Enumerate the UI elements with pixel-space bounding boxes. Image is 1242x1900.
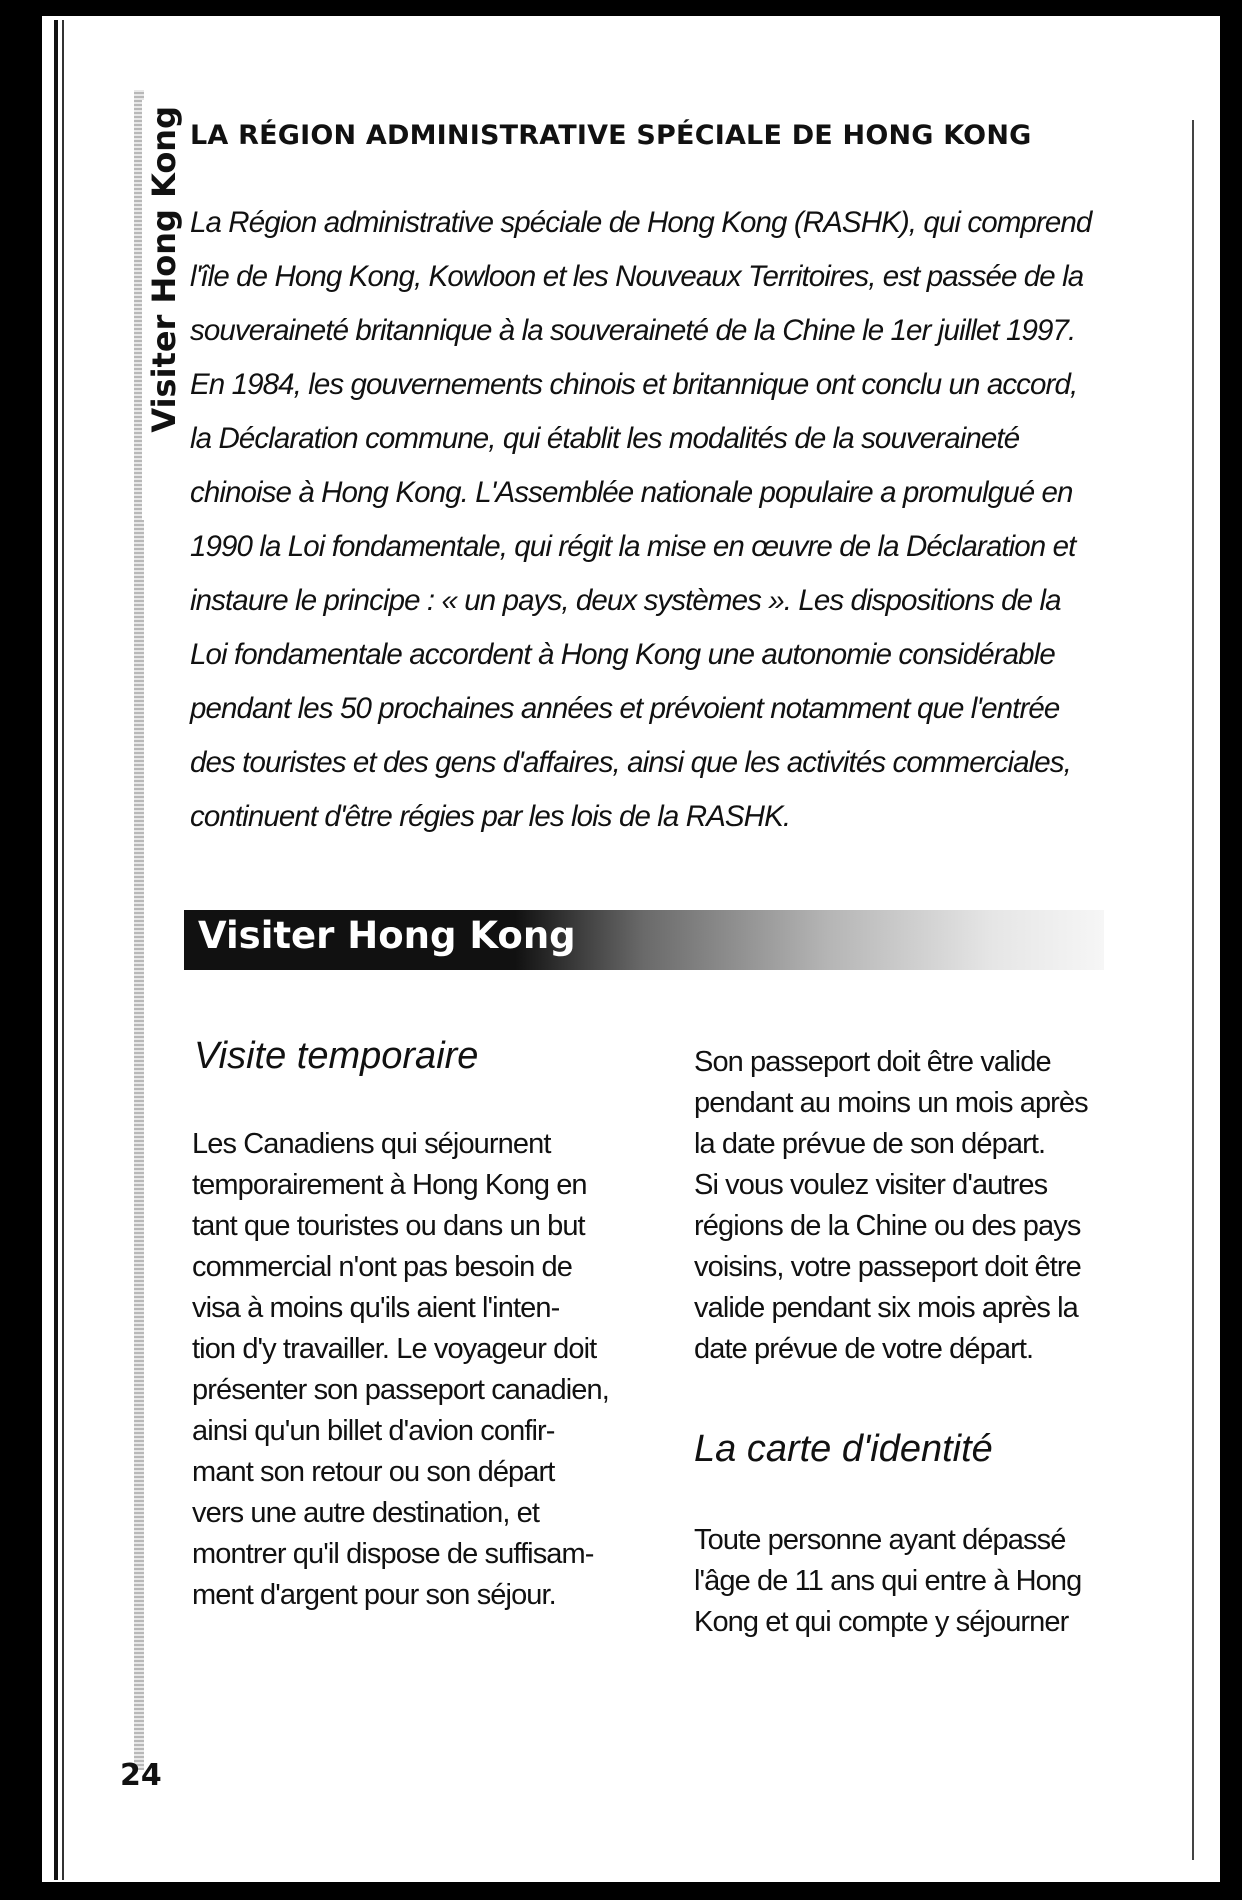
paragraph-line: tion d'y travailler. Le voyageur doit (192, 1333, 597, 1365)
side-tab-label: Visiter Hong Kong (142, 100, 186, 520)
banner-title: Visiter Hong Kong (198, 914, 576, 957)
intro-line: souveraineté britannique à la souveraineté de la Chine le 1er juillet 1997. (190, 314, 1076, 347)
intro-line: la Déclaration commune, qui établit les modalités de la souveraineté (190, 422, 1020, 455)
intro-line: instaure le principe : « un pays, deux systèmes ». Les dispositions de la (190, 584, 1061, 617)
section-banner (184, 910, 1104, 970)
paragraph-line: ment d'argent pour son séjour. (192, 1579, 556, 1611)
intro-line: des touristes et des gens d'affaires, ainsi que les activités commerciales, (190, 746, 1071, 779)
section-title: LA RÉGION ADMINISTRATIVE SPÉCIALE DE HONG KONG (190, 120, 1032, 151)
paragraph-line: Toute personne ayant dépassé (694, 1524, 1066, 1556)
paragraph-line: tant que touristes ou dans un but (192, 1210, 585, 1242)
intro-line: continuent d'être régies par les lois de la RASHK. (190, 800, 791, 833)
intro-paragraph (190, 196, 1090, 844)
paragraph-line: ainsi qu'un billet d'avion confir- (192, 1415, 555, 1447)
visite-temporaire-heading: Visite temporaire (194, 1035, 479, 1077)
paragraph-line: date prévue de votre départ. (694, 1333, 1034, 1365)
visite-temporaire-paragraph (192, 1124, 662, 1616)
intro-line: Loi fondamentale accordent à Hong Kong une autonomie considérable (190, 638, 1055, 671)
carte-identite-paragraph (694, 1520, 1164, 1643)
paragraph-line: voisins, votre passeport doit être (694, 1251, 1081, 1283)
paragraph-line: l'âge de 11 ans qui entre à Hong (694, 1565, 1082, 1597)
paragraph-line: la date prévue de son départ. (694, 1128, 1046, 1160)
intro-line: l'île de Hong Kong, Kowloon et les Nouveaux Territoires, est passée de la (190, 260, 1084, 293)
paragraph-line: Les Canadiens qui séjournent (192, 1128, 551, 1160)
left-border-rule (54, 20, 58, 1880)
paragraph-line: régions de la Chine ou des pays (694, 1210, 1081, 1242)
intro-line: 1990 la Loi fondamentale, qui régit la mise en œuvre de la Déclaration et (190, 530, 1076, 563)
paragraph-line: montrer qu'il dispose de suffisam- (192, 1538, 594, 1570)
paragraph-line: Kong et qui compte y séjourner (694, 1606, 1069, 1638)
intro-line: pendant les 50 prochaines années et prévoient notamment que l'entrée (190, 692, 1060, 725)
paragraph-line: commercial n'ont pas besoin de (192, 1251, 572, 1283)
page-number: 24 (120, 1758, 162, 1793)
paragraph-line: mant son retour ou son départ (192, 1456, 555, 1488)
intro-line: chinoise à Hong Kong. L'Assemblée nationale populaire a promulgué en (190, 476, 1073, 509)
paragraph-line: pendant au moins un mois après (694, 1087, 1088, 1119)
paragraph-line: présenter son passeport canadien, (192, 1374, 609, 1406)
paragraph-line: Si vous voulez visiter d'autres (694, 1169, 1048, 1201)
paragraph-line: vers une autre destination, et (192, 1497, 540, 1529)
left-inner-rule (62, 20, 64, 1880)
carte-identite-heading: La carte d'identité (694, 1428, 993, 1470)
paragraph-line: valide pendant six mois après la (694, 1292, 1078, 1324)
right-border-rule (1192, 120, 1194, 1860)
passport-paragraph (694, 1042, 1164, 1370)
paragraph-line: Son passeport doit être valide (694, 1046, 1051, 1078)
paragraph-line: visa à moins qu'ils aient l'inten- (192, 1292, 560, 1324)
intro-line: En 1984, les gouvernements chinois et britannique ont conclu un accord, (190, 368, 1078, 401)
intro-line: La Région administrative spéciale de Hong Kong (RASHK), qui comprend (190, 206, 1092, 239)
paragraph-line: temporairement à Hong Kong en (192, 1169, 587, 1201)
